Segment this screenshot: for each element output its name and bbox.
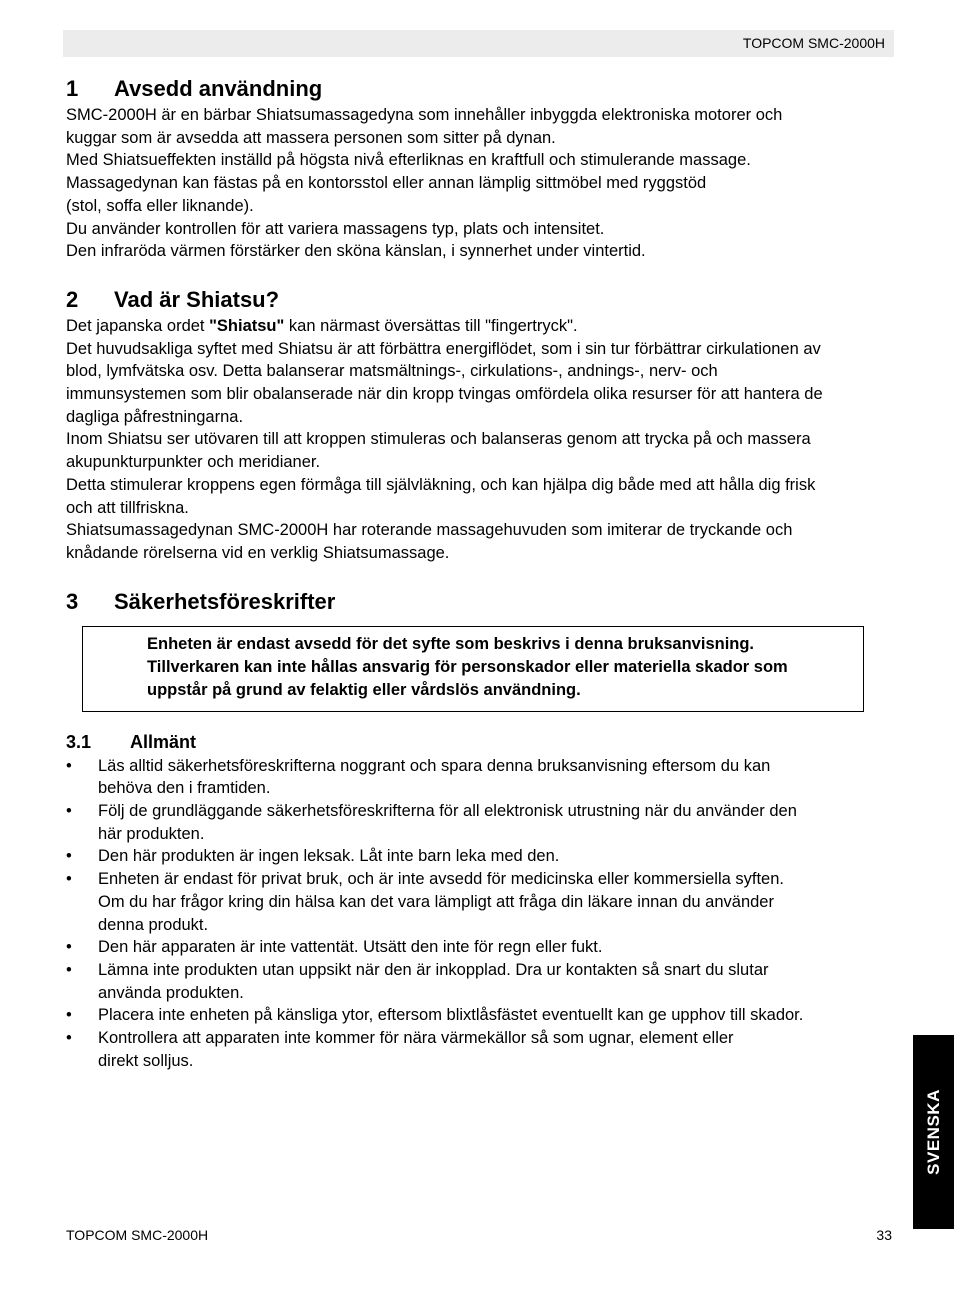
list-item-line: här produkten. [98, 824, 205, 843]
paragraph-line [66, 315, 892, 338]
paragraph-line: Du använder kontrollen för att variera massagens typ, plats och intensitet. [66, 219, 605, 238]
warning-line: Tillverkaren kan inte hållas ansvarig för personskador eller materiella skador som [147, 657, 788, 676]
section-1-title: Avsedd användning [114, 76, 323, 101]
list-item-line: Kontrollera att apparaten inte kommer för nära värmekällor så som ugnar, element eller [98, 1029, 734, 1048]
section-3-heading [66, 587, 892, 617]
paragraph-line: Det huvudsakliga syftet med Shiatsu är att förbättra energiflödet, som i sin tur förbättrar cirkulationen av [66, 339, 821, 358]
bullet-icon: • [66, 1029, 72, 1048]
list-item-line: Om du har frågor kring din hälsa kan det vara lämpligt att fråga din läkare innan du använder [98, 892, 774, 911]
list-item-line: Följ de grundläggande säkerhetsföreskrifterna för all elektronisk utrustning när du använder den [98, 802, 797, 821]
intro-text: Det japanska ordet [66, 316, 210, 335]
warning-box [82, 626, 864, 712]
bullet-icon: • [66, 938, 72, 957]
footer-product: TOPCOM SMC-2000H [66, 1227, 209, 1243]
section-1-body [66, 104, 892, 263]
list-item-line: Den här apparaten är inte vattentät. Utsätt den inte för regn eller fukt. [98, 938, 603, 957]
list-item-line: Lämna inte produkten utan uppsikt när den är inkopplad. Dra ur kontakten så snart du slutar [98, 960, 769, 979]
intro-text: kan närmast översättas till "fingertryck". [284, 316, 578, 335]
list-item [66, 868, 892, 936]
list-item [66, 959, 892, 1004]
section-2-title: Vad är Shiatsu? [114, 286, 280, 312]
language-tab-label: SVENSKA [923, 1089, 943, 1175]
bullet-icon: • [66, 960, 72, 979]
subsection-3-1-heading [66, 729, 892, 755]
paragraph-line: blod, lymfvätska osv. Detta balanserar matsmältnings-, cirkulations-, andnings-, nerv- och [66, 362, 718, 381]
section-2-heading [66, 285, 892, 315]
paragraph-line: (stol, soffa eller liknande). [66, 196, 254, 215]
list-item [66, 800, 892, 845]
paragraph-line: Med Shiatsueffekten inställd på högsta nivå efterliknas en kraftfull och stimulerande massage. [66, 151, 751, 170]
page-number: 33 [876, 1227, 892, 1243]
paragraph-line: dagliga påfrestningarna. [66, 407, 244, 426]
list-item-line: denna produkt. [98, 915, 209, 934]
section-1-number: 1 [66, 76, 79, 101]
list-item-line: Enheten är endast för privat bruk, och är inte avsedd för medicinska eller kommersiella syften. [98, 870, 784, 889]
list-item [66, 936, 892, 959]
bullet-icon: • [66, 802, 72, 821]
page-header [63, 30, 894, 57]
section-3-title: Säkerhetsföreskrifter [114, 588, 336, 614]
list-item-line: Den här produkten är ingen leksak. Låt inte barn leka med den. [98, 847, 560, 866]
section-1-heading [66, 74, 892, 104]
bullet-icon: • [66, 756, 72, 775]
shiatsu-term: "Shiatsu" [209, 316, 285, 335]
paragraph-line: Inom Shiatsu ser utövaren till att kroppen stimuleras och balanseras genom att trycka på och massera [66, 430, 811, 449]
list-item-line: Läs alltid säkerhetsföreskrifterna noggrant och spara denna bruksanvisning eftersom du kan [98, 756, 771, 775]
paragraph-line: Shiatsumassagedynan SMC-2000H har roterande massagehuvuden som imiterar de tryckande och [66, 521, 793, 540]
bullet-icon: • [66, 847, 72, 866]
list-item-line: direkt solljus. [98, 1051, 194, 1070]
paragraph-line: knådande rörelserna vid en verklig Shiatsumassage. [66, 543, 450, 562]
language-tab [913, 1035, 954, 1229]
paragraph-line: SMC-2000H är en bärbar Shiatsumassagedyna som innehåller inbyggda elektroniska motorer och [66, 106, 783, 124]
warning-line: uppstår på grund av felaktig eller vårdslös användning. [147, 680, 581, 699]
paragraph-line: akupunkturpunkter och meridianer. [66, 453, 321, 472]
paragraph-line: immunsystemen som blir obalanserade när din kropp tvingas omfördela olika resurser för att hantera de [66, 385, 823, 404]
list-item [66, 845, 892, 868]
section-3-number: 3 [66, 588, 79, 614]
page-content [66, 74, 892, 1073]
list-item [66, 1027, 892, 1072]
bullet-icon: • [66, 1006, 72, 1025]
safety-bullet-list [66, 755, 892, 1073]
paragraph-line: och att tillfriskna. [66, 498, 189, 517]
warning-line: Enheten är endast avsedd för det syfte som beskrivs i denna bruksanvisning. [147, 634, 755, 653]
subsection-number: 3.1 [66, 731, 92, 752]
list-item-line: Placera inte enheten på känsliga ytor, eftersom blixtlåsfästet eventuellt kan ge upphov till skador. [98, 1006, 804, 1025]
section-2-number: 2 [66, 286, 79, 312]
paragraph-line: Den infraröda värmen förstärker den sköna känslan, i synnerhet under vintertid. [66, 242, 646, 261]
paragraph-line: Massagedynan kan fästas på en kontorsstol eller annan lämplig sittmöbel med ryggstöd [66, 174, 707, 193]
list-item-line: använda produkten. [98, 983, 244, 1002]
section-2-body [66, 315, 892, 565]
subsection-title: Allmänt [130, 731, 197, 752]
paragraph-line: Detta stimulerar kroppens egen förmåga till självläkning, och kan hjälpa dig både med att hålla dig frisk [66, 475, 816, 494]
list-item [66, 755, 892, 800]
bullet-icon: • [66, 870, 72, 889]
paragraph-line: kuggar som är avsedda att massera personen som sitter på dynan. [66, 128, 556, 147]
header-title: TOPCOM SMC-2000H [742, 35, 885, 51]
list-item [66, 1004, 892, 1027]
list-item-line: behöva den i framtiden. [98, 779, 271, 798]
